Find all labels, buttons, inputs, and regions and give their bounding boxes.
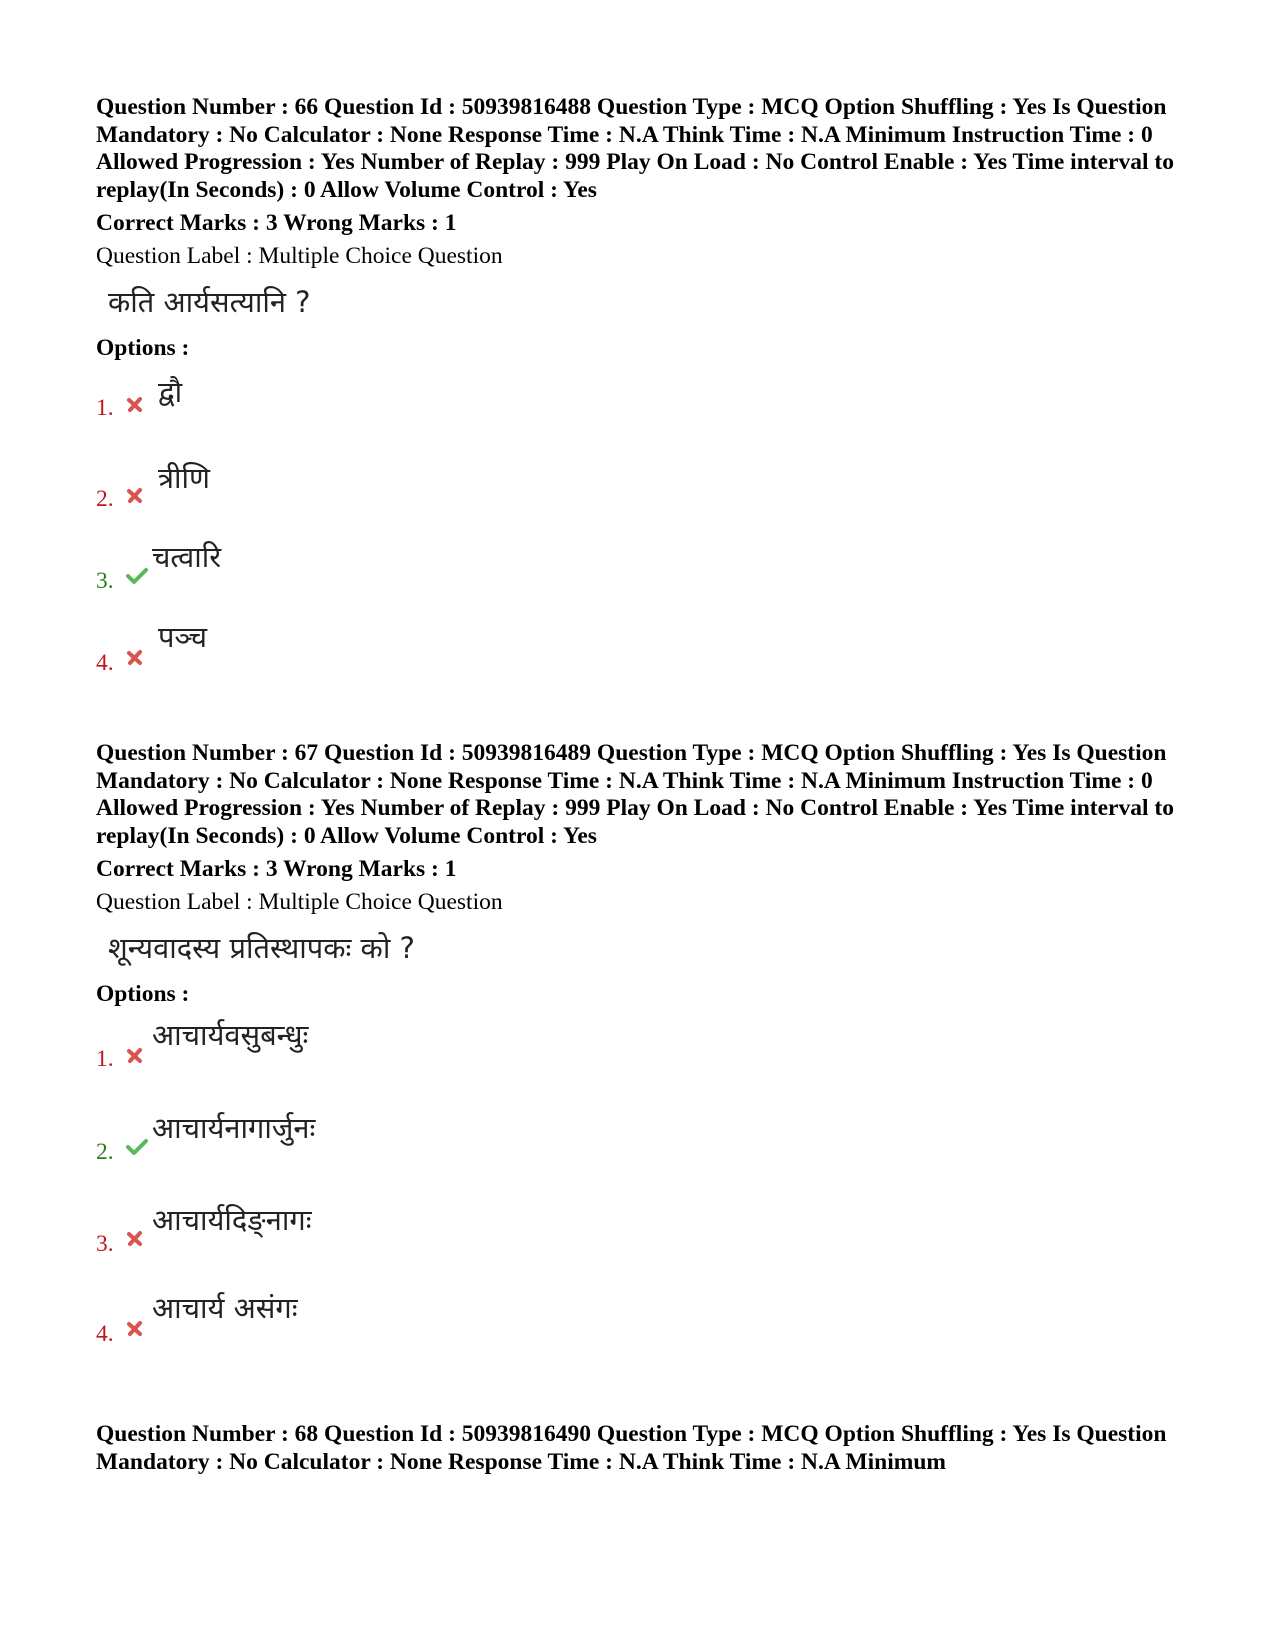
option-text: आचार्य असंगः xyxy=(152,1291,298,1325)
question-marks: Correct Marks : 3 Wrong Marks : 1 xyxy=(96,856,457,883)
option-3 xyxy=(96,540,696,607)
cross-icon xyxy=(126,1047,144,1065)
option-3 xyxy=(96,1203,696,1270)
option-number: 3. xyxy=(96,1231,114,1257)
question-66 xyxy=(96,94,1206,676)
question-marks: Correct Marks : 3 Wrong Marks : 1 xyxy=(96,210,457,237)
option-text: द्वौ xyxy=(158,375,183,409)
options-title: Options : xyxy=(96,981,190,1008)
option-4 xyxy=(96,620,696,689)
question-meta: Question Number : 66 Question Id : 50939816488 Question Type : MCQ Option Shuffling : Yes Is Question Mandatory : No Calculator : None Response Time : N.A Think Time : N.A Minimum Instruction Time : 0 Allowed Progression : Yes Number of Replay : 999 Play On Load : No Control Enable : Yes Time interval to replay(In Seconds) : 0 Allow Volume Control : Yes xyxy=(96,94,1174,203)
check-icon xyxy=(126,567,148,585)
question-text: कति आर्यसत्यानि ? xyxy=(108,285,311,320)
question-meta: Question Number : 67 Question Id : 50939816489 Question Type : MCQ Option Shuffling : Yes Is Question Mandatory : No Calculator : None Response Time : N.A Think Time : N.A Minimum Instruction Time : 0 Allowed Progression : Yes Number of Replay : 999 Play On Load : No Control Enable : Yes Time interval to replay(In Seconds) : 0 Allow Volume Control : Yes xyxy=(96,740,1174,849)
option-text: पञ्च xyxy=(158,620,208,654)
option-number: 3. xyxy=(96,568,114,594)
option-text: चत्वारि xyxy=(152,540,222,574)
cross-icon xyxy=(126,396,144,414)
cross-icon xyxy=(126,487,144,505)
question-68 xyxy=(96,1421,1206,1476)
question-67 xyxy=(96,740,1206,1347)
option-text: त्रीणि xyxy=(158,461,210,495)
option-number: 2. xyxy=(96,486,114,512)
option-text: आचार्यनागार्जुनः xyxy=(152,1111,316,1145)
check-icon xyxy=(126,1138,148,1156)
cross-icon xyxy=(126,649,144,667)
question-label: Question Label : Multiple Choice Question xyxy=(96,243,503,270)
option-text: आचार्यवसुबन्धुः xyxy=(152,1018,309,1052)
cross-icon xyxy=(126,1230,144,1248)
option-number: 1. xyxy=(96,395,114,421)
question-meta: Question Number : 68 Question Id : 50939816490 Question Type : MCQ Option Shuffling : Yes Is Question Mandatory : No Calculator : None Response Time : N.A Think Time : N.A Minimum xyxy=(96,1421,1167,1475)
option-number: 4. xyxy=(96,650,114,676)
option-1 xyxy=(96,374,696,434)
option-number: 4. xyxy=(96,1321,114,1347)
option-1 xyxy=(96,1018,696,1085)
option-text: आचार्यदिङ्नागः xyxy=(152,1203,312,1237)
option-number: 2. xyxy=(96,1139,114,1165)
question-label: Question Label : Multiple Choice Question xyxy=(96,889,503,916)
option-number: 1. xyxy=(96,1046,114,1072)
options-title: Options : xyxy=(96,335,190,362)
question-text: शून्यवादस्य प्रतिस्थापकः को ? xyxy=(108,931,415,966)
option-4 xyxy=(96,1291,696,1360)
option-2 xyxy=(96,461,696,525)
cross-icon xyxy=(126,1320,144,1338)
option-2 xyxy=(96,1111,696,1178)
